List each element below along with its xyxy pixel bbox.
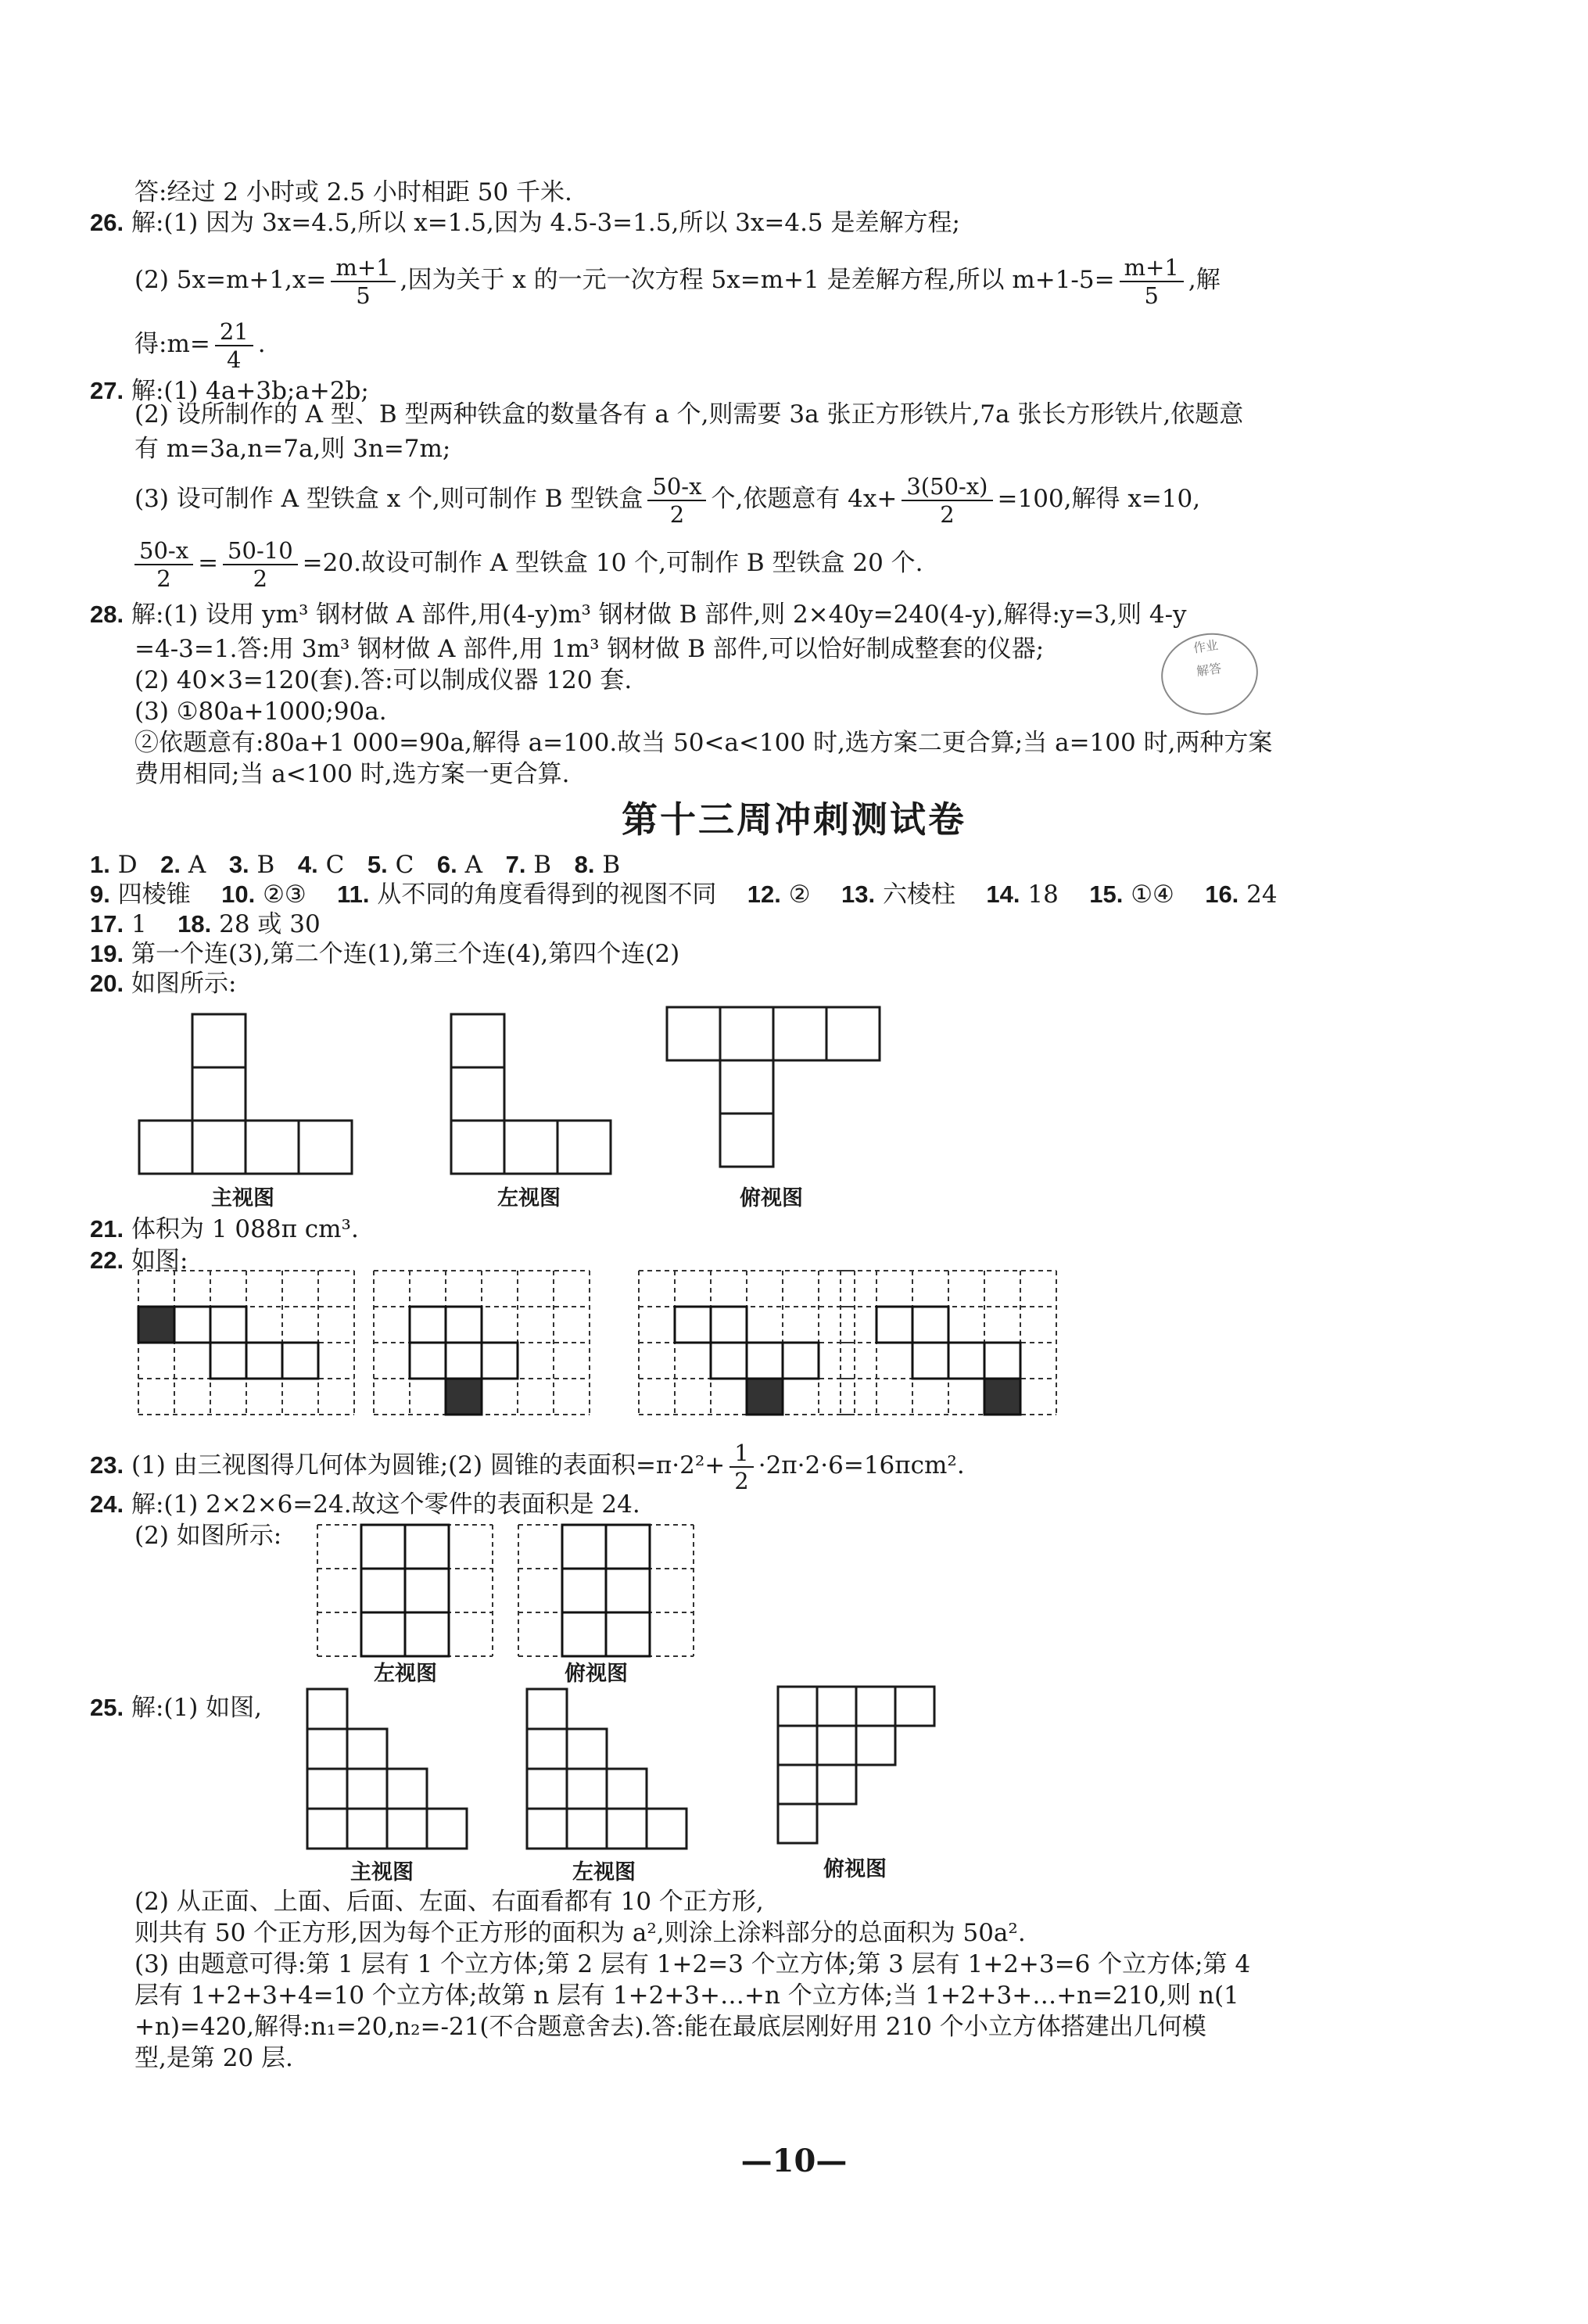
q20-caption-top: 俯视图: [740, 1186, 803, 1210]
q24-line2: (2) 如图所示:: [134, 1522, 282, 1550]
q28-text1: 解:(1) 设用 ym³ 钢材做 A 部件,用(4-y)m³ 钢材做 B 部件,则 2×40y=240(4-y),解得:y=3,则 4-y: [131, 601, 1187, 629]
q28-line2: =4-3=1.答:用 3m³ 钢材做 A 部件,用 1m³ 钢材做 B 部件,可以恰好制成整套的仪器;: [134, 635, 1045, 663]
fraction: $\frac{50-x}{2}$: [647, 473, 706, 528]
fraction: $\frac{3(50-x)}{2}$: [902, 473, 992, 528]
q20-caption-front: 主视图: [211, 1186, 274, 1210]
q27-line2: (2) 设所制作的 A 型、B 型两种铁盒的数量各有 a 个,则需要 3a 张正方形铁片,7a 张长方形铁片,依题意: [134, 400, 1244, 429]
q20-caption-left: 左视图: [497, 1186, 561, 1210]
section-title: 第十三周冲刺测试卷: [622, 798, 966, 841]
q25-caption-top: 俯视图: [823, 1857, 887, 1881]
fraction: $\frac{m+1}{5}$: [331, 254, 395, 309]
fraction: $\frac{1}{2}$: [729, 1440, 753, 1494]
q25-line5: 层有 1+2+3+4=10 个立方体;故第 n 层有 1+2+3+…+n 个立方体;当 1+2+3+…+n=210,则 n(1: [134, 1981, 1239, 2010]
q26-text3a: 得:m=: [134, 330, 210, 358]
q21-line: 21. 体积为 1 088π cm³.: [90, 1215, 359, 1243]
q23-line: 23. (1) 由三视图得几何体为圆锥;(2) 圆锥的表面积=π·2²+ $\frac{1}{2}$ ·2π·2·6=16πcm².: [90, 1439, 965, 1494]
q28-line3: (2) 40×3=120(套).答:可以制成仪器 120 套.: [134, 666, 633, 694]
q27-text5b: =20.故设可制作 A 型铁盒 10 个,可制作 B 型铁盒 20 个.: [302, 549, 923, 577]
q27-text4a: (3) 设可制作 A 型铁盒 x 个,则可制作 B 型铁盒: [134, 485, 643, 513]
q26-text1: 解:(1) 因为 3x=4.5,所以 x=1.5,因为 4.5-3=1.5,所以 3x=4.5 是差解方程;: [131, 209, 960, 237]
q26-number: 26.: [90, 209, 124, 236]
q28-number: 28.: [90, 601, 124, 628]
answer-line: 答:经过 2 小时或 2.5 小时相距 50 千米.: [134, 178, 572, 206]
q27-line3: 有 m=3a,n=7a,则 3n=7m;: [134, 435, 451, 463]
q20-line: 20. 如图所示:: [90, 970, 237, 998]
q27-number: 27.: [90, 377, 124, 404]
fraction: $\frac{50-x}{2}$: [134, 537, 193, 592]
fraction: $\frac{21}{4}$: [215, 318, 253, 373]
answers-row1: 1. D 2. A 3. B 4. C 5. C 6. A 7. B 8. B: [90, 851, 621, 879]
q24-caption-top: 俯视图: [565, 1662, 628, 1686]
q25-line2: (2) 从正面、上面、后面、左面、右面看都有 10 个正方形,: [134, 1888, 764, 1916]
q22-line: 22. 如图:: [90, 1246, 188, 1275]
q19-line: 19. 第一个连(3),第二个连(1),第三个连(4),第四个连(2): [90, 940, 680, 968]
fraction: $\frac{m+1}{5}$: [1120, 254, 1184, 309]
q25-line7: 型,是第 20 层.: [134, 2044, 293, 2072]
q28-line4: (3) ①80a+1000;90a.: [134, 698, 387, 726]
q26-text2c: ,解: [1188, 266, 1221, 294]
q25-line3: 则共有 50 个正方形,因为每个正方形的面积为 a²,则涂上涂料部分的总面积为 50a².: [134, 1919, 1026, 1947]
q28-line5: ②依题意有:80a+1 000=90a,解得 a=100.故当 50<a<100 时,选方案二更合算;当 a=100 时,两种方案: [134, 729, 1273, 757]
q24-caption-left: 左视图: [374, 1662, 437, 1686]
q26-text2b: ,因为关于 x 的一元一次方程 5x=m+1 是差解方程,所以 m+1-5=: [400, 266, 1115, 294]
q28-line6: 费用相同;当 a<100 时,选方案一更合算.: [134, 760, 570, 788]
q26-text2a: (2) 5x=m+1,x=: [134, 266, 327, 294]
q27-text5a: =: [198, 549, 219, 577]
q27-text4b: 个,依题意有 4x+: [711, 485, 898, 513]
page-number: —10—: [740, 2143, 848, 2179]
q24-line1: 24. 解:(1) 2×2×6=24.故这个零件的表面积是 24.: [90, 1490, 640, 1519]
q25-caption-front: 主视图: [350, 1860, 414, 1885]
q26-text3b: .: [257, 330, 266, 358]
q25-line6: +n)=420,解得:n₁=20,n₂=-21(不合题意舍去).答:能在最底层刚好用 210 个小立方体搭建出几何模: [134, 2013, 1206, 2041]
q25-line4: (3) 由题意可得:第 1 层有 1 个立方体;第 2 层有 1+2=3 个立方体;第 3 层有 1+2+3=6 个立方体;第 4: [134, 1950, 1251, 1978]
q27-text4c: =100,解得 x=10,: [997, 485, 1201, 513]
stamp-logo: 作业 解答: [1156, 627, 1263, 721]
q27-text1: 解:(1) 4a+3b;a+2b;: [131, 377, 369, 405]
answers-row3: 17. 1 18. 28 或 30: [90, 910, 321, 938]
fraction: $\frac{50-10}{2}$: [223, 537, 298, 592]
answers-row2: 9. 四棱锥 10. ②③ 11. 从不同的角度看得到的视图不同 12. ② 13. 六棱柱 14. 18 15. ①④ 16. 24: [90, 880, 1278, 909]
q25-caption-left: 左视图: [572, 1860, 636, 1885]
q25-line1: 25. 解:(1) 如图,: [90, 1694, 263, 1722]
